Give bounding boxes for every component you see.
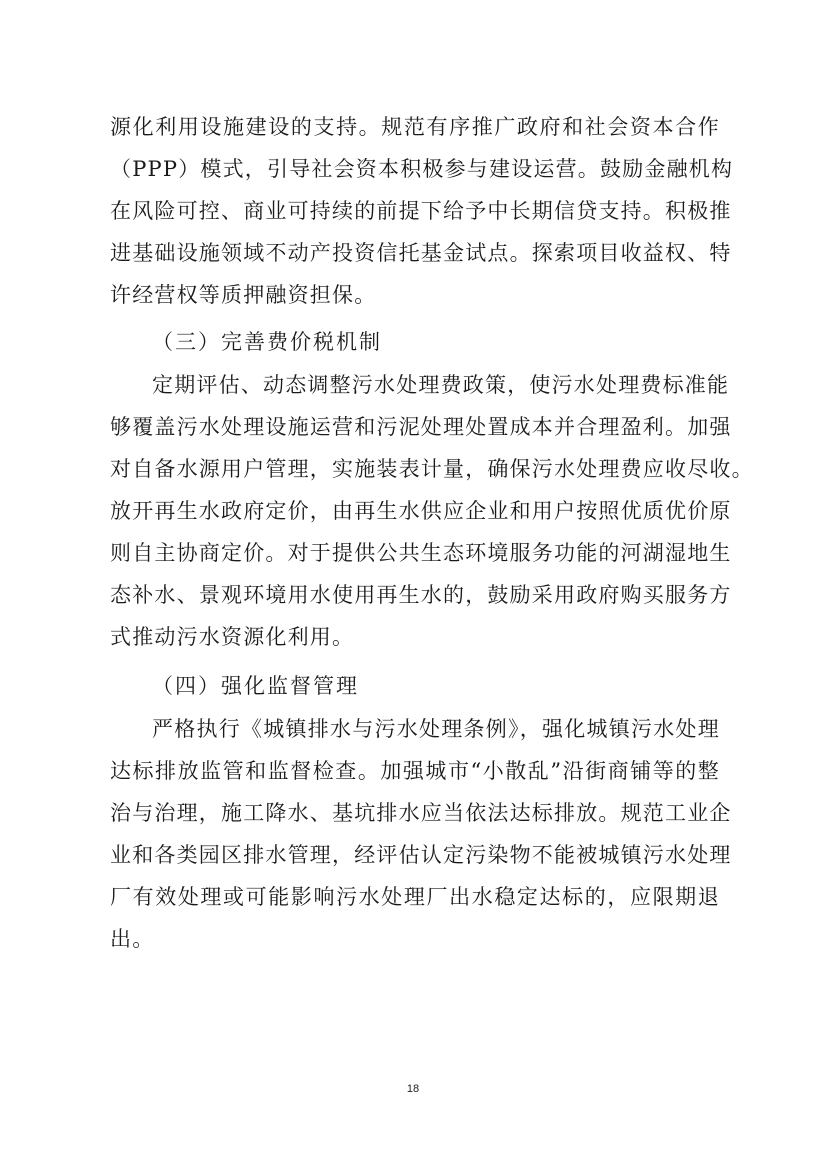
section-heading: （三）完善费价税机制 [152, 330, 382, 354]
paragraph-line: （PPP）模式，引导社会资本积极参与建设运营。鼓励金融机构 [110, 157, 734, 181]
paragraph-line: 态补水、景观环境用水使用再生水的，鼓励采用政府购买服务方 [110, 583, 732, 607]
paragraph-line: 进基础设施领域不动产投资信托基金试点。探索项目收益权、特 [110, 241, 732, 265]
paragraph-line: 定期评估、动态调整污水处理费政策，使污水处理费标准能 [152, 373, 730, 397]
paragraph-line: 达标排放监管和监督检查。加强城市“小散乱”沿街商铺等的整 [110, 759, 720, 783]
paragraph-line: 业和各类园区排水管理，经评估认定污染物不能被城镇污水处理 [110, 843, 732, 867]
paragraph-line: 治与治理，施工降水、基坑排水应当依法达标排放。规范工业企 [110, 801, 732, 825]
paragraph-line: 在风险可控、商业可持续的前提下给予中长期信贷支持。积极推 [110, 199, 732, 223]
section-heading: （四）强化监督管理 [152, 674, 359, 698]
paragraph-line: 式推动污水资源化利用。 [110, 625, 355, 649]
paragraph-line: 出。 [110, 927, 155, 951]
paragraph-line: 许经营权等质押融资担保。 [110, 283, 377, 307]
paragraph-line: 放开再生水政府定价，由再生水供应企业和用户按照优质优价原 [110, 499, 732, 523]
paragraph-line: 严格执行《城镇排水与污水处理条例》，强化城镇污水处理 [152, 717, 720, 741]
paragraph-line: 厂有效处理或可能影响污水处理厂出水稳定达标的，应限期退 [110, 885, 720, 909]
paragraph-line: 则自主协商定价。对于提供公共生态环境服务功能的河湖湿地生 [110, 541, 732, 565]
paragraph-line: 对自备水源用户管理，实施装表计量，确保污水处理费应收尽收。 [110, 457, 754, 481]
page-number: 18 [406, 1083, 420, 1095]
paragraph-line: 够覆盖污水处理设施运营和污泥处理处置成本并合理盈利。加强 [110, 415, 732, 439]
paragraph-line: 源化利用设施建设的支持。规范有序推广政府和社会资本合作 [110, 115, 720, 139]
